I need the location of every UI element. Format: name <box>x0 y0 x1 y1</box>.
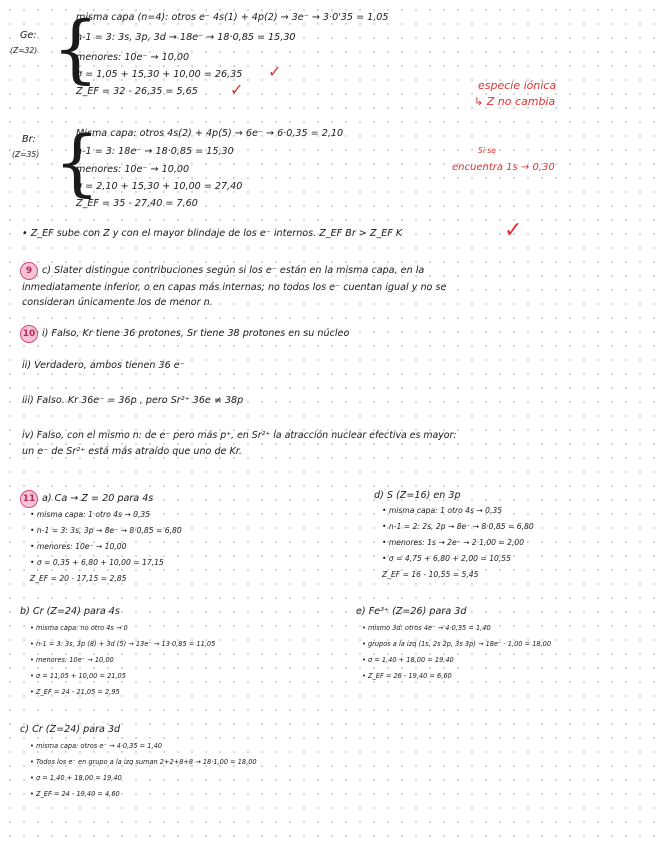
q11b-line1: • misma capa: no otro 4s → 0 <box>30 624 128 632</box>
br-line1: Misma capa: otros 4s(2) + 4p(5) → 6e⁻ → 6·0,35 = 2,10 <box>76 128 344 139</box>
q11c-line4: • Z_EF = 24 - 19,40 = 4,60 <box>30 790 120 798</box>
q11d-line5: Z_EF = 16 - 10,55 = 5,45 <box>382 570 479 579</box>
note-ionic-line2: ↳ Z no cambia <box>474 95 556 108</box>
note-ionic-line1: especie iónica <box>478 79 557 92</box>
q11b-title: b) Cr (Z=24) para 4s <box>20 606 120 617</box>
ge-line1: misma capa (n=4): otros e⁻ 4s(1) + 4p(2) → 3e⁻ → 3·0'35 = 1,05 <box>76 12 389 23</box>
ge-brace: { <box>52 6 100 92</box>
q11d-title: d) S (Z=16) en 3p <box>374 490 461 501</box>
q11d-line4: • σ = 4,75 + 6,80 + 2,00 = 10,55 <box>382 554 511 563</box>
check-icon: ✓ <box>504 218 523 243</box>
q9-line2: inmediatamente inferior, o en capas más internas; no todos los e⁻ cuentan igual y no se <box>22 282 447 293</box>
ge-label: Ge: <box>20 30 37 41</box>
ge-line4: σ = 1,05 + 15,30 + 10,00 = 26,35 <box>76 69 243 80</box>
q11c-line2: • Todos los e⁻ en grupo a la izq suman 2+2+8+8 → 18·1,00 = 18,00 <box>30 758 257 766</box>
ge-z: (Z=32) <box>10 46 38 55</box>
br-line2: n-1 = 3: 18e⁻ → 18·0,85 = 15,30 <box>76 146 234 157</box>
br-line3: menores: 10e⁻ → 10,00 <box>76 164 190 175</box>
ge-line5: Z_EF = 32 - 26,35 = 5,65 <box>76 86 198 97</box>
q10-line1: 10 i) Falso, Kr tiene 36 protones, Sr tiene 38 protones en su núcleo <box>20 325 349 343</box>
ge-line2: n-1 = 3: 3s, 3p, 3d → 18e⁻ → 18·0,85 = 15,30 <box>76 32 296 43</box>
q11b-line2: • n-1 = 3: 3s, 3p (8) + 3d (5) → 13e⁻ → 13·0,85 = 11,05 <box>30 640 216 648</box>
q10-line3: iii) Falso. Kr 36e⁻ = 36p , pero Sr²⁺ 36e ≠ 38p <box>22 395 244 406</box>
q10-line4: iv) Falso, con el mismo n: de e⁻ pero más p⁺, en Sr²⁺ la atracción nuclear efectiva es mayor: <box>22 430 457 441</box>
zef-summary: • Z_EF sube con Z y con el mayor blindaje de los e⁻ internos. Z_EF Br > Z_EF K <box>22 228 403 239</box>
q11b-line4: • σ = 11,05 + 10,00 = 21,05 <box>30 672 126 680</box>
check-icon: ✓ <box>230 80 244 99</box>
q11c-title: c) Cr (Z=24) para 3d <box>20 724 121 735</box>
q11d-line1: • misma capa: 1 otro 4s → 0,35 <box>382 506 503 515</box>
q11d-line2: • n-1 = 2: 2s, 2p → 8e⁻ → 8·0,85 = 6,80 <box>382 522 534 531</box>
ge-line3: menores: 10e⁻ → 10,00 <box>76 52 190 63</box>
q11a-line5: Z_EF = 20 - 17,15 = 2,85 <box>30 574 127 583</box>
br-z: (Z=35) <box>12 150 40 159</box>
q11c-line3: • σ = 1,40 + 18,00 = 19,40 <box>30 774 122 782</box>
br-label: Br: <box>22 134 36 145</box>
q9-line3: consideran únicamente los de menor n. <box>22 297 213 308</box>
question-number-badge: 11 <box>20 490 38 508</box>
q11e-line3: • σ = 1,40 + 18,00 = 19,40 <box>362 656 454 664</box>
note-1s-line1: Si se <box>478 146 496 155</box>
q11a-line1: • misma capa: 1 otro 4s → 0,35 <box>30 510 151 519</box>
br-brace: { <box>54 120 100 204</box>
q11c-line1: • misma capa: otros e⁻ → 4·0,35 = 1,40 <box>30 742 162 750</box>
q11e-line2: • grupos a la izq (1s, 2s 2p, 3s 3p) → 18e⁻ · 1,00 = 18,00 <box>362 640 552 648</box>
q11e-line4: • Z_EF = 26 - 19,40 = 6,60 <box>362 672 452 680</box>
q11b-line3: • menores: 10e⁻ → 10,00 <box>30 656 114 664</box>
q11a-title: 11 a) Ca → Z = 20 para 4s <box>20 490 153 508</box>
q10-line2: ii) Verdadero, ambos tienen 36 e⁻ <box>22 360 185 371</box>
q11d-line3: • menores: 1s → 2e⁻ → 2·1,00 = 2,00 <box>382 538 525 547</box>
note-1s-line2: encuentra 1s → 0,30 <box>452 162 555 173</box>
check-icon: ✓ <box>268 62 282 81</box>
q11b-line5: • Z_EF = 24 - 21,05 = 2,95 <box>30 688 120 696</box>
q11e-line1: • mismo 3d: otros 4e⁻ → 4·0,35 = 1,40 <box>362 624 491 632</box>
q11a-line4: • σ = 0,35 + 6,80 + 10,00 = 17,15 <box>30 558 164 567</box>
br-line4: σ = 2,10 + 15,30 + 10,00 = 27,40 <box>76 181 243 192</box>
br-line5: Z_EF = 35 - 27,40 = 7,60 <box>76 198 198 209</box>
question-number-badge: 10 <box>20 325 38 343</box>
q9-line1: 9 c) Slater distingue contribuciones según si los e⁻ están en la misma capa, en la <box>20 262 424 280</box>
q11e-title: e) Fe³⁺ (Z=26) para 3d <box>356 606 467 617</box>
q10-line5: un e⁻ de Sr²⁺ está más atraído que uno de Kr. <box>22 446 242 457</box>
question-number-badge: 9 <box>20 262 38 280</box>
q11a-line2: • n-1 = 3: 3s, 3p → 8e⁻ → 8·0,85 = 6,80 <box>30 526 182 535</box>
q11a-line3: • menores: 10e⁻ → 10,00 <box>30 542 127 551</box>
